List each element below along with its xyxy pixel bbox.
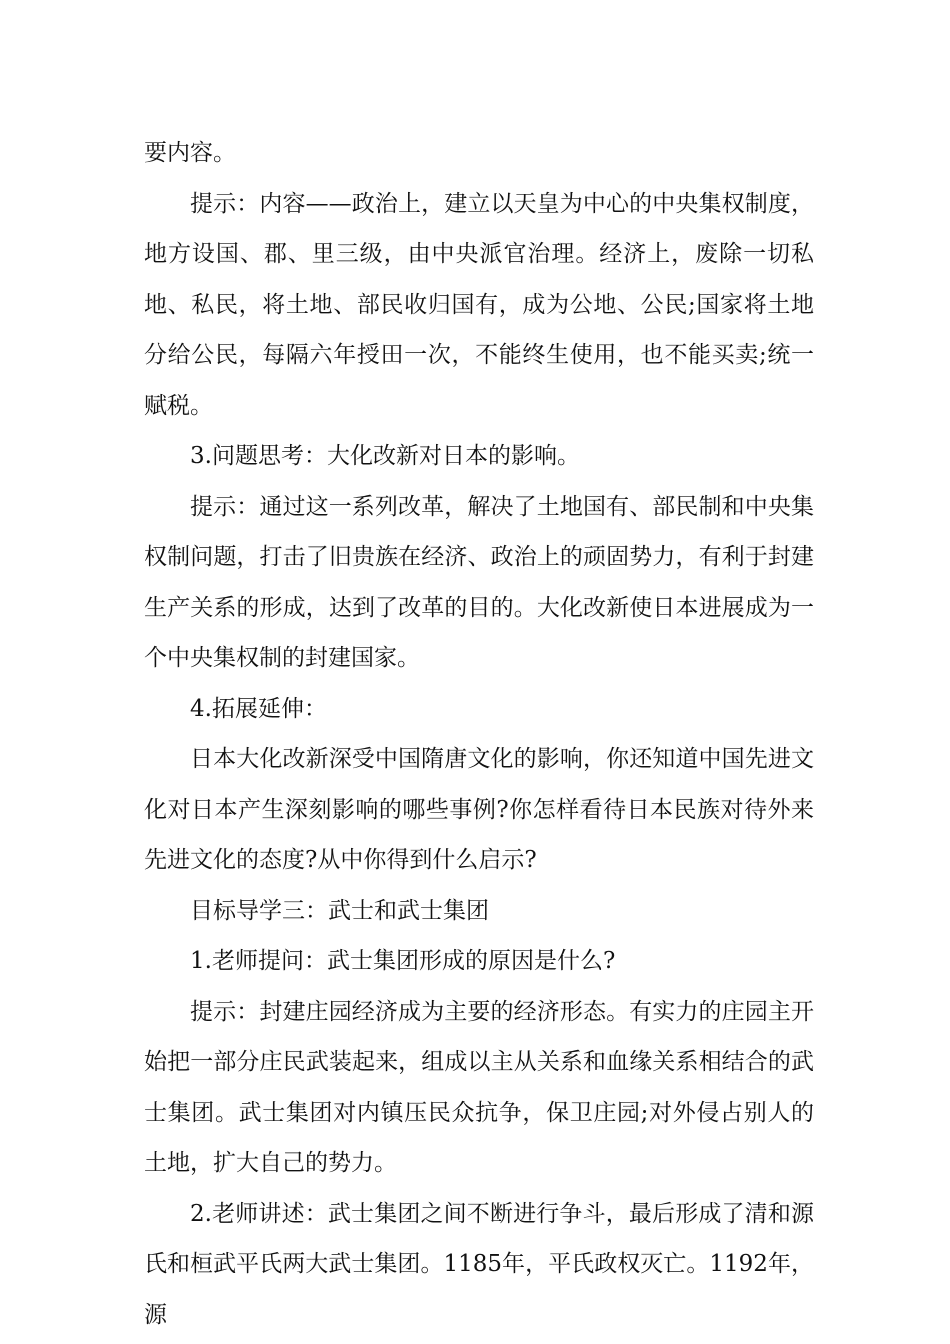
document-body	[144, 128, 814, 1340]
paragraph-continuation: 要内容。	[144, 140, 236, 166]
paragraph-question-3: 3.问题思考：大化改新对日本的影响。	[190, 443, 580, 469]
paragraph-extension-heading: 4.拓展延伸：	[190, 695, 327, 722]
paragraph-hint-content: 提示：内容——政治上，建立以天皇为中心的中央集权制度，地方设国、郡、里三级，由中央派官治理。经济上，废除一切私地、私民，将土地、部民收归国有，成为公地、公民;国家将土地分给公民，每隔六年授田一次，不能终生使用，也不能买卖;统一赋税。	[144, 190, 814, 419]
paragraph-hint-impact: 提示：通过这一系列改革，解决了土地国有、部民制和中央集权制问题，打击了旧贵族在经济、政治上的顽固势力，有利于封建生产关系的形成，达到了改革的目的。大化改新使日本进展成为一个中央集权制的封建国家。	[144, 493, 814, 671]
paragraph-hint-samurai: 提示：封建庄园经济成为主要的经济形态。有实力的庄园主开始把一部分庄民武装起来，组成以主从关系和血缘关系相结合的武士集团。武士集团对内镇压民众抗争，保卫庄园;对外侵占别人的土地，扩大自己的势力。	[144, 998, 814, 1176]
paragraph-narration-2: 2.老师讲述：武士集团之间不断进行争斗，最后形成了清和源氏和桓武平氏两大武士集团。1185年，平氏政权灭亡。1192年，源	[144, 1200, 814, 1328]
section-heading-goal-3: 目标导学三：武士和武士集团	[190, 897, 489, 924]
paragraph-question-1: 1.老师提问：武士集团形成的原因是什么?	[190, 948, 616, 974]
paragraph-extension-body: 日本大化改新深受中国隋唐文化的影响，你还知道中国先进文化对日本产生深刻影响的哪些事例?你怎样看待日本民族对待外来先进文化的态度?从中你得到什么启示?	[144, 746, 814, 873]
